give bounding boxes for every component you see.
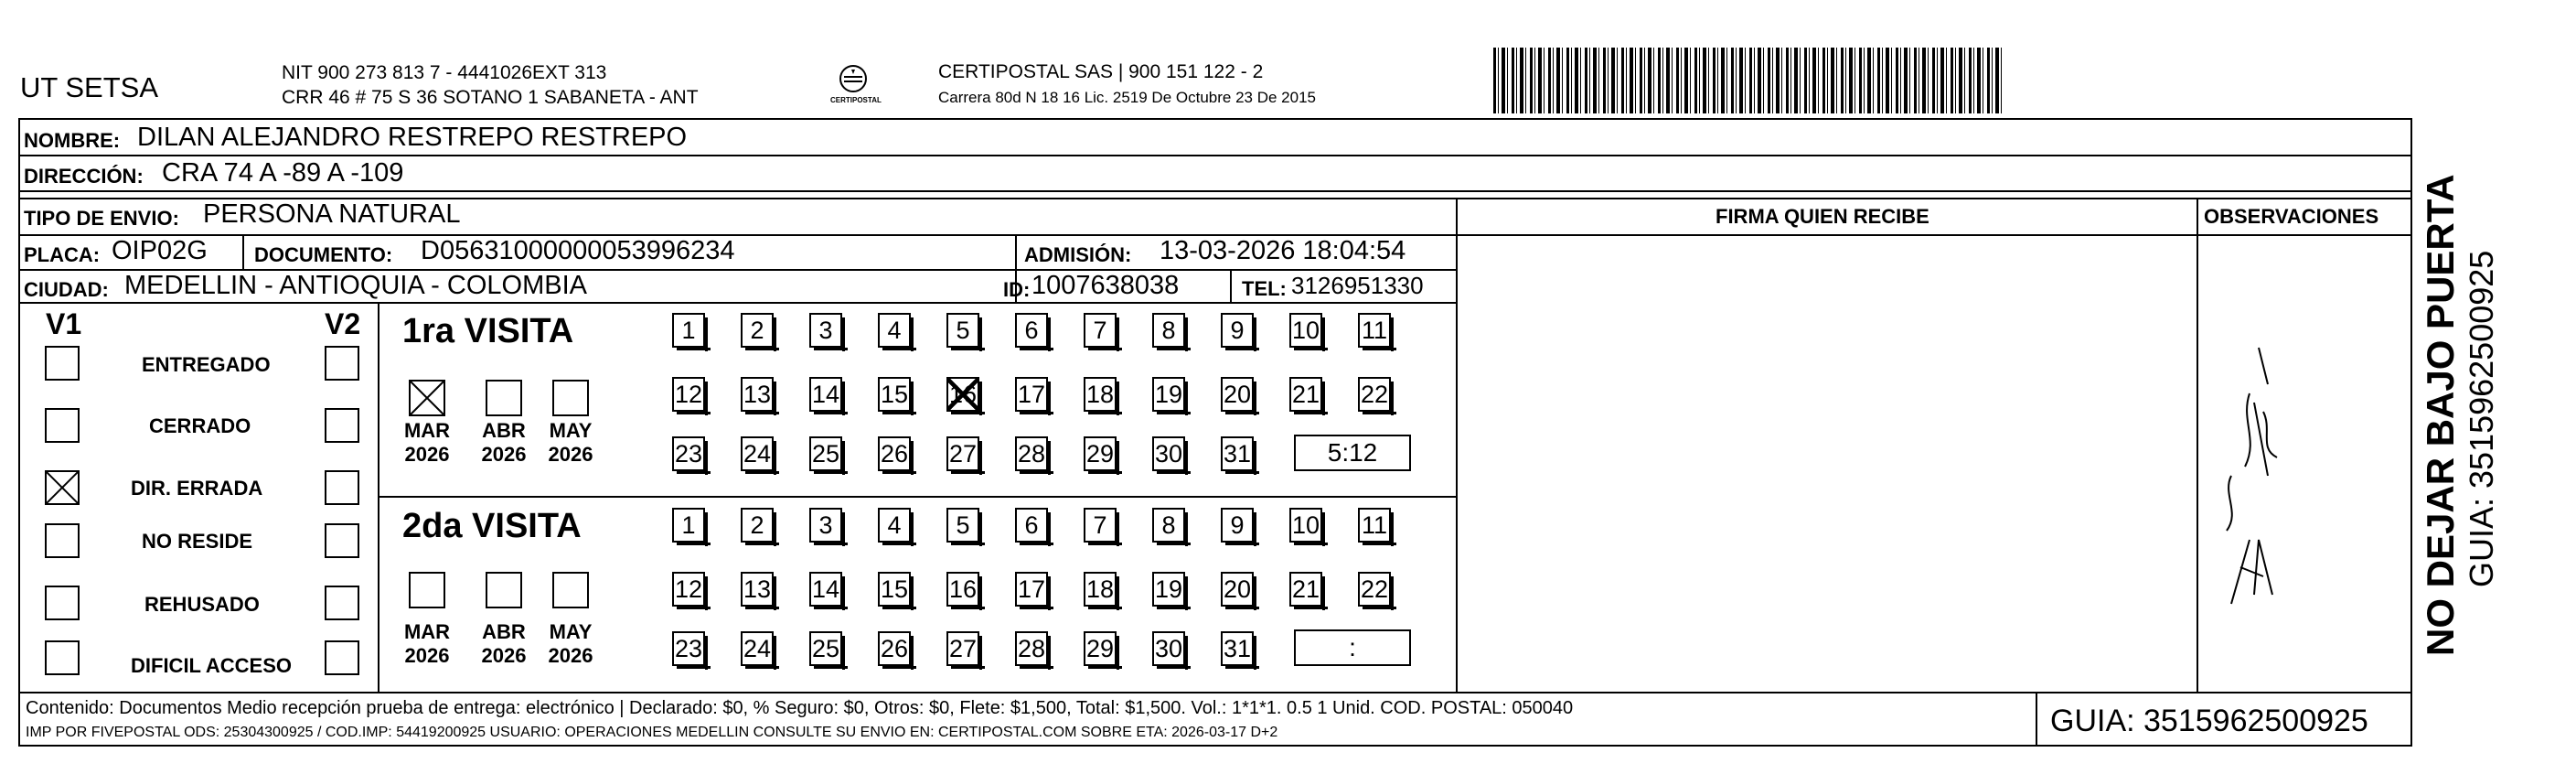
v2-checkbox-dir-errada[interactable] bbox=[325, 470, 359, 505]
visit2-day-30[interactable]: 30 bbox=[1152, 631, 1185, 666]
visit1-day-20[interactable]: 20 bbox=[1221, 377, 1254, 412]
visit1-day-8[interactable]: 8 bbox=[1152, 313, 1185, 348]
visit2-day-15[interactable]: 15 bbox=[878, 572, 911, 607]
visit2-month-mar-checkbox[interactable] bbox=[409, 572, 445, 608]
visit1-day-25[interactable]: 25 bbox=[809, 436, 842, 471]
visit2-day-20[interactable]: 20 bbox=[1221, 572, 1254, 607]
visit2-title: 2da VISITA bbox=[402, 507, 582, 545]
visit1-day-4[interactable]: 4 bbox=[878, 313, 911, 348]
visit1-day-29[interactable]: 29 bbox=[1084, 436, 1117, 471]
visit1-day-6[interactable]: 6 bbox=[1015, 313, 1048, 348]
status-label-no-reside: NO RESIDE bbox=[142, 530, 253, 553]
side-vertical-text bbox=[2414, 148, 2524, 661]
visit1-day-10[interactable]: 10 bbox=[1289, 313, 1322, 348]
visit1-day-30[interactable]: 30 bbox=[1152, 436, 1185, 471]
status-label-dificil-acceso: DIFICIL ACCESO bbox=[131, 654, 293, 677]
visit2-day-6[interactable]: 6 bbox=[1015, 508, 1048, 543]
visit1-day-14[interactable]: 14 bbox=[809, 377, 842, 412]
visit1-day-13[interactable]: 13 bbox=[741, 377, 774, 412]
visit1-time-box[interactable]: 5:12 bbox=[1294, 435, 1411, 471]
visit1-day-11[interactable]: 11 bbox=[1358, 313, 1391, 348]
visit1-day-31[interactable]: 31 bbox=[1221, 436, 1254, 471]
company-name: UT SETSA bbox=[20, 71, 159, 103]
certipostal-line: CERTIPOSTAL SAS | 900 151 122 - 2 bbox=[938, 61, 1264, 82]
visit1-month-may-label: MAY 2026 bbox=[548, 419, 593, 466]
firma-header: FIRMA QUIEN RECIBE bbox=[1716, 205, 1929, 228]
barcode bbox=[1493, 48, 2005, 113]
tel-label: TEL: bbox=[1242, 277, 1287, 300]
footer-guia: GUIA: 3515962500925 bbox=[2050, 704, 2368, 738]
v1-checkbox-rehusado[interactable] bbox=[45, 586, 80, 620]
visit1-day-27[interactable]: 27 bbox=[946, 436, 979, 471]
address-line: CRR 46 # 75 S 36 SOTANO 1 SABANETA - ANT bbox=[282, 87, 699, 108]
visit1-day-7[interactable]: 7 bbox=[1084, 313, 1117, 348]
visit2-day-grid bbox=[672, 508, 1422, 682]
nit-line: NIT 900 273 813 7 - 4441026EXT 313 bbox=[282, 62, 607, 83]
visit2-day-29[interactable]: 29 bbox=[1084, 631, 1117, 666]
ciudad-label: CIUDAD: bbox=[24, 278, 109, 301]
visit1-day-12[interactable]: 12 bbox=[672, 377, 705, 412]
v1-checkbox-dificil-acceso[interactable] bbox=[45, 640, 80, 675]
v2-checkbox-entregado[interactable] bbox=[325, 346, 359, 381]
v2-header: V2 bbox=[325, 307, 361, 340]
id-value: 1007638038 bbox=[1031, 271, 1180, 300]
visit2-day-4[interactable]: 4 bbox=[878, 508, 911, 543]
visit1-day-22[interactable]: 22 bbox=[1358, 377, 1391, 412]
v2-checkbox-dificil-acceso[interactable] bbox=[325, 640, 359, 675]
admision-label: ADMISIÓN: bbox=[1024, 243, 1132, 266]
visit2-day-27[interactable]: 27 bbox=[946, 631, 979, 666]
visit2-month-abr-checkbox[interactable] bbox=[486, 572, 522, 608]
visit1-day-26[interactable]: 26 bbox=[878, 436, 911, 471]
visit1-day-15[interactable]: 15 bbox=[878, 377, 911, 412]
v1-checkbox-no-reside[interactable] bbox=[45, 523, 80, 558]
footer-contenido: Contenido: Documentos Medio recepción prueba de entrega: electrónico | Declarado: $0, % Seguro: $0, Otros: $0, Flete: $1,500, Total: $1,500. Vol.: 1*1*1. 0.5 1 Unid. COD. POSTAL: 050040 bbox=[26, 698, 1574, 718]
visit2-day-9[interactable]: 9 bbox=[1221, 508, 1254, 543]
v2-checkbox-cerrado[interactable] bbox=[325, 408, 359, 443]
visit1-title: 1ra VISITA bbox=[402, 312, 574, 350]
v1-header: V1 bbox=[46, 307, 82, 340]
v2-checkbox-rehusado[interactable] bbox=[325, 586, 359, 620]
visit2-day-1[interactable]: 1 bbox=[672, 508, 705, 543]
visit1-month-abr-label: ABR 2026 bbox=[481, 419, 527, 466]
visit2-day-24[interactable]: 24 bbox=[741, 631, 774, 666]
visit2-month-mar-label: MAR 2026 bbox=[403, 620, 451, 667]
certipostal-logo-icon bbox=[821, 59, 885, 110]
license-line: Carrera 80d N 18 16 Lic. 2519 De Octubre 23 De 2015 bbox=[938, 89, 1316, 106]
visit2-day-25[interactable]: 25 bbox=[809, 631, 842, 666]
visit2-day-8[interactable]: 8 bbox=[1152, 508, 1185, 543]
visit1-day-16[interactable]: 16 bbox=[946, 377, 979, 412]
visit2-day-13[interactable]: 13 bbox=[741, 572, 774, 607]
visit1-day-9[interactable]: 9 bbox=[1221, 313, 1254, 348]
tel-value: 3126951330 bbox=[1291, 272, 1424, 299]
visit2-time-box[interactable]: : bbox=[1294, 629, 1411, 666]
v1-checkbox-dir-errada[interactable] bbox=[45, 470, 80, 505]
visit2-month-may-label: MAY 2026 bbox=[548, 620, 593, 667]
documento-value: D05631000000053996234 bbox=[421, 236, 735, 265]
side-guia: GUIA: 3515962500925 bbox=[2463, 250, 2500, 587]
visit2-day-12[interactable]: 12 bbox=[672, 572, 705, 607]
visit2-day-3[interactable]: 3 bbox=[809, 508, 842, 543]
status-label-rehusado: REHUSADO bbox=[144, 593, 260, 616]
visit2-day-23[interactable]: 23 bbox=[672, 631, 705, 666]
footer-imp: IMP POR FIVEPOSTAL ODS: 25304300925 / COD.IMP: 54419200925 USUARIO: OPERACIONES MEDELLIN CONSULTE SU ENVIO EN: CERTIPOSTAL.COM SOBRE ETA: 2026-03-17 D+2 bbox=[26, 725, 1278, 740]
tipo-envio-label: TIPO DE ENVIO: bbox=[24, 207, 179, 230]
signature-scribble-icon bbox=[2204, 293, 2295, 622]
side-no-dejar: NO DEJAR BAJO PUERTA bbox=[2419, 174, 2462, 656]
logo-text: CERTIPOSTAL bbox=[830, 96, 882, 104]
visit1-day-18[interactable]: 18 bbox=[1084, 377, 1117, 412]
visit2-day-19[interactable]: 19 bbox=[1152, 572, 1185, 607]
placa-label: PLACA: bbox=[24, 243, 101, 266]
visit1-day-5[interactable]: 5 bbox=[946, 313, 979, 348]
visit1-day-21[interactable]: 21 bbox=[1289, 377, 1322, 412]
visit2-day-22[interactable]: 22 bbox=[1358, 572, 1391, 607]
visit1-day-28[interactable]: 28 bbox=[1015, 436, 1048, 471]
status-label-entregado: ENTREGADO bbox=[142, 353, 271, 376]
ciudad-value: MEDELLIN - ANTIOQUIA - COLOMBIA bbox=[124, 271, 587, 300]
visit1-day-23[interactable]: 23 bbox=[672, 436, 705, 471]
visit2-day-7[interactable]: 7 bbox=[1084, 508, 1117, 543]
visit1-day-1[interactable]: 1 bbox=[672, 313, 705, 348]
nombre-label: NOMBRE: bbox=[24, 129, 121, 152]
visit2-month-abr-label: ABR 2026 bbox=[481, 620, 527, 667]
admision-value: 13-03-2026 18:04:54 bbox=[1160, 236, 1406, 265]
tipo-envio-value: PERSONA NATURAL bbox=[203, 199, 461, 229]
direccion-value: CRA 74 A -89 A -109 bbox=[162, 158, 404, 188]
observaciones-header: OBSERVACIONES bbox=[2204, 205, 2379, 228]
v1-checkbox-cerrado[interactable] bbox=[45, 408, 80, 443]
visit2-day-31[interactable]: 31 bbox=[1221, 631, 1254, 666]
visit2-day-14[interactable]: 14 bbox=[809, 572, 842, 607]
visit2-day-16[interactable]: 16 bbox=[946, 572, 979, 607]
v2-checkbox-no-reside[interactable] bbox=[325, 523, 359, 558]
visit2-day-28[interactable]: 28 bbox=[1015, 631, 1048, 666]
visit2-day-11[interactable]: 11 bbox=[1358, 508, 1391, 543]
visit1-month-mar-label: MAR 2026 bbox=[403, 419, 451, 466]
visit2-day-21[interactable]: 21 bbox=[1289, 572, 1322, 607]
visit1-month-mar-checkbox[interactable] bbox=[409, 380, 445, 416]
visit2-day-26[interactable]: 26 bbox=[878, 631, 911, 666]
visit2-day-2[interactable]: 2 bbox=[741, 508, 774, 543]
visit1-day-24[interactable]: 24 bbox=[741, 436, 774, 471]
visit2-day-5[interactable]: 5 bbox=[946, 508, 979, 543]
status-label-dir-errada: DIR. ERRADA bbox=[131, 477, 263, 500]
visit1-day-19[interactable]: 19 bbox=[1152, 377, 1185, 412]
visit2-day-17[interactable]: 17 bbox=[1015, 572, 1048, 607]
visit1-day-17[interactable]: 17 bbox=[1015, 377, 1048, 412]
visit1-day-grid bbox=[672, 313, 1422, 487]
direccion-label: DIRECCIÓN: bbox=[24, 165, 144, 188]
id-label: ID: bbox=[1003, 278, 1031, 301]
visit1-day-2[interactable]: 2 bbox=[741, 313, 774, 348]
status-label-cerrado: CERRADO bbox=[149, 414, 251, 437]
visit1-day-3[interactable]: 3 bbox=[809, 313, 842, 348]
v1-checkbox-entregado[interactable] bbox=[45, 346, 80, 381]
visit2-month-may-checkbox[interactable] bbox=[552, 572, 589, 608]
placa-value: OIP02G bbox=[112, 236, 208, 265]
documento-label: DOCUMENTO: bbox=[254, 243, 393, 266]
visit2-day-10[interactable]: 10 bbox=[1289, 508, 1322, 543]
nombre-value: DILAN ALEJANDRO RESTREPO RESTREPO bbox=[137, 123, 688, 152]
visit1-month-may-checkbox[interactable] bbox=[552, 380, 589, 416]
visit2-day-18[interactable]: 18 bbox=[1084, 572, 1117, 607]
visit1-month-abr-checkbox[interactable] bbox=[486, 380, 522, 416]
